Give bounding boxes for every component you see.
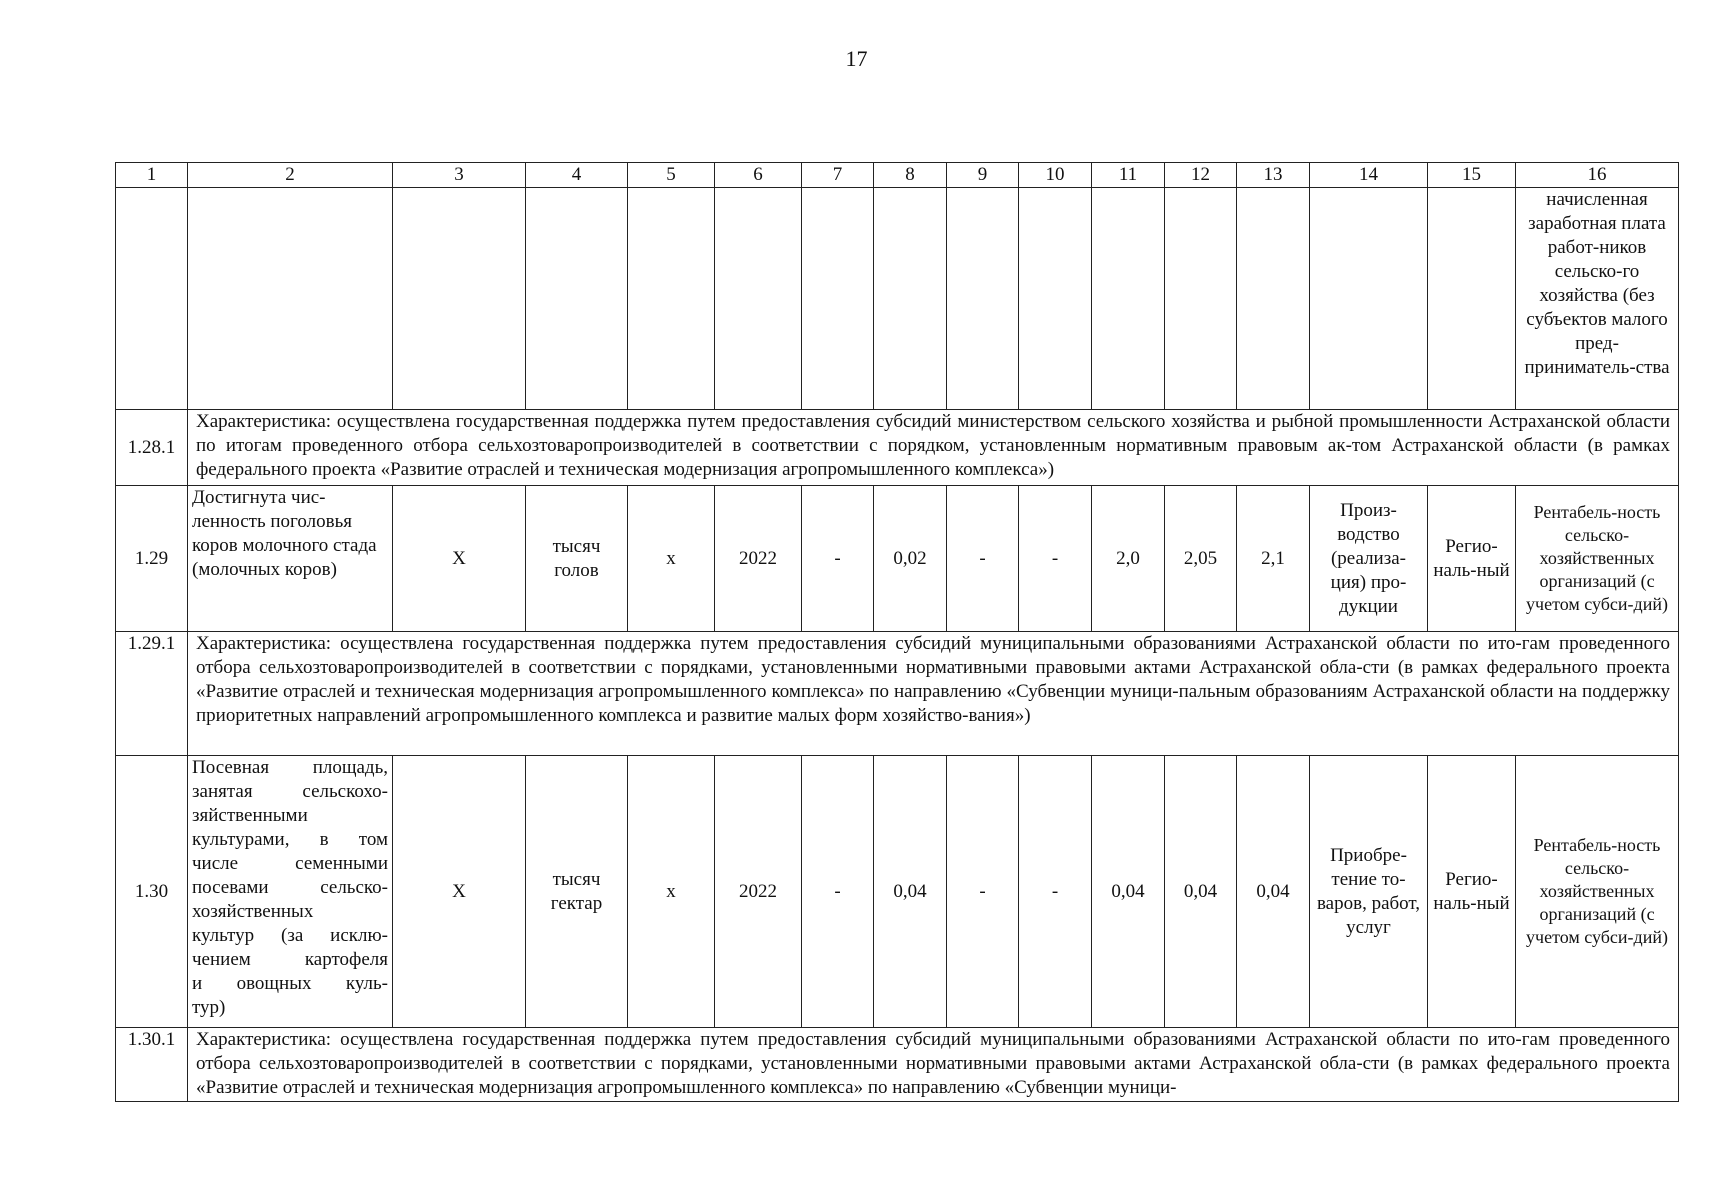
cell-col13: 2,1 xyxy=(1237,486,1310,632)
column-number: 12 xyxy=(1165,163,1237,188)
indicator-name-line: культурами, в том xyxy=(192,829,388,850)
cell-col8: 0,04 xyxy=(874,756,947,1028)
column-number: 16 xyxy=(1516,163,1679,188)
indicator-name-line: и овощных куль- xyxy=(192,973,388,994)
column-number: 13 xyxy=(1237,163,1310,188)
column-number: 14 xyxy=(1310,163,1428,188)
indicator-name-line: чением картофеля xyxy=(192,949,388,970)
column-number: 5 xyxy=(628,163,715,188)
cell-col10: - xyxy=(1019,756,1092,1028)
unit-cell: тысяч голов xyxy=(526,486,628,632)
characteristic-row xyxy=(116,1028,1679,1102)
indicator-name xyxy=(188,756,393,1028)
cell-col12: 2,05 xyxy=(1165,486,1237,632)
cell-col12: 0,04 xyxy=(1165,756,1237,1028)
indicator-name: Достигнута чис-ленность поголовья коров молочного стада (молочных коров) xyxy=(188,486,393,632)
level-cell: Регио-наль-ный xyxy=(1428,756,1516,1028)
column-number: 7 xyxy=(802,163,874,188)
row-number: 1.30 xyxy=(116,756,188,1028)
cell-col5: х xyxy=(628,756,715,1028)
column-number: 15 xyxy=(1428,163,1516,188)
base-year-cell: 2022 xyxy=(715,756,802,1028)
indicator-name-line: хозяйственных xyxy=(192,901,314,922)
continued-responsible-indicator: начисленная заработная плата работ-ников сельско-го хозяйства (без субъектов малого пред-приниматель-ства xyxy=(1516,188,1679,410)
cell-col7: - xyxy=(802,756,874,1028)
base-year-cell: 2022 xyxy=(715,486,802,632)
characteristic-row xyxy=(116,632,1679,756)
cell-col3: Х xyxy=(393,756,526,1028)
column-number: 6 xyxy=(715,163,802,188)
cell-col9: - xyxy=(947,486,1019,632)
indicators-table xyxy=(115,162,1679,1102)
row-number: 1.28.1 xyxy=(116,410,188,486)
indicator-name-line: Посевная площадь, xyxy=(192,757,388,778)
column-number: 1 xyxy=(116,163,188,188)
cell-col8: 0,02 xyxy=(874,486,947,632)
indicator-name-line: занятая сельскохо- xyxy=(192,781,388,802)
indicator-row xyxy=(116,486,1679,632)
continued-row xyxy=(116,188,1679,410)
cell-col9: - xyxy=(947,756,1019,1028)
cell-col10: - xyxy=(1019,486,1092,632)
indicator-name-line: зяйственными xyxy=(192,805,308,826)
level-cell: Регио-наль-ный xyxy=(1428,486,1516,632)
indicator-row xyxy=(116,756,1679,1028)
row-number: 1.29.1 xyxy=(116,632,188,756)
row-number: 1.30.1 xyxy=(116,1028,188,1102)
column-number: 11 xyxy=(1092,163,1165,188)
column-number: 10 xyxy=(1019,163,1092,188)
cell-col3: Х xyxy=(393,486,526,632)
cell-col11: 2,0 xyxy=(1092,486,1165,632)
related-indicator: Рентабель-ность сельско-хозяйственных организаций (с учетом субси-дий) xyxy=(1516,486,1679,632)
column-number: 8 xyxy=(874,163,947,188)
indicator-name-line: числе семенными xyxy=(192,853,388,874)
column-number-header-row xyxy=(116,163,1679,188)
cell-col14: Приобре-тение то-варов, работ, услуг xyxy=(1310,756,1428,1028)
column-number: 2 xyxy=(188,163,393,188)
indicator-name-line: культур (за исклю- xyxy=(192,925,388,946)
cell-col7: - xyxy=(802,486,874,632)
unit-cell: тысяч гектар xyxy=(526,756,628,1028)
characteristic-text: Характеристика: осуществлена государственная поддержка путем предоставления субсидий министерством сельского хозяйства и рыбной промышленности Астраханской области по итогам проведенного отбора сельхозтоваропроизводителей в соответствии с порядком, установленным нормативным правовым ак-том Астраханской области (в рамках федерального проекта «Развитие отраслей и техническая модернизация агропромышленного комплекса») xyxy=(188,410,1679,486)
characteristic-text: Характеристика: осуществлена государственная поддержка путем предоставления субсидий муниципальными образованиями Астраханской области по ито-гам проведенного отбора сельхозтоваропроизводителей в соответствии с порядками, установленными нормативными правовыми актами Астраханской обла-сти (в рамках федерального проекта «Развитие отраслей и техническая модернизация агропромышленного комплекса» по направлению «Субвенции муници- xyxy=(188,1028,1679,1102)
page-number: 17 xyxy=(845,46,868,71)
characteristic-row xyxy=(116,410,1679,486)
indicator-name-line: тур) xyxy=(192,997,226,1018)
cell-col11: 0,04 xyxy=(1092,756,1165,1028)
column-number: 3 xyxy=(393,163,526,188)
related-indicator: Рентабель-ность сельско-хозяйственных организаций (с учетом субси-дий) xyxy=(1516,756,1679,1028)
cell-col14: Произ-водство (реализа-ция) про-дукции xyxy=(1310,486,1428,632)
characteristic-text: Характеристика: осуществлена государственная поддержка путем предоставления субсидий муниципальными образованиями Астраханской области по ито-гам проведенного отбора сельхозтоваропроизводителей в соответствии с порядками, установленными нормативными правовыми актами Астраханской обла-сти (в рамках федерального проекта «Развитие отраслей и техническая модернизация агропромышленного комплекса» по направлению «Субвенции муници-пальным образованиям Астраханской области на поддержку приоритетных направлений агропромышленного комплекса и развитие малых форм хозяйство-вания») xyxy=(188,632,1679,756)
cell-col13: 0,04 xyxy=(1237,756,1310,1028)
row-number: 1.29 xyxy=(116,486,188,632)
column-number: 9 xyxy=(947,163,1019,188)
indicator-name-line: посевами сельско- xyxy=(192,877,388,898)
cell-col5: х xyxy=(628,486,715,632)
column-number: 4 xyxy=(526,163,628,188)
